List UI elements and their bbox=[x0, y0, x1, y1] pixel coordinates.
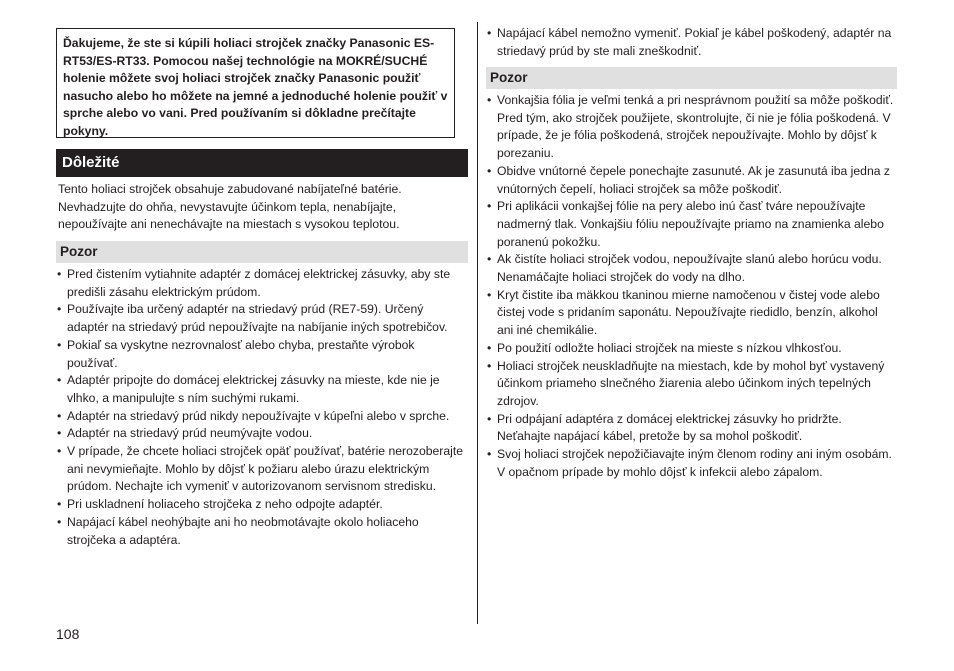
list-item: • Pokiaľ sa vyskytne nezrovnalosť alebo chyba, prestaňte výrobok používať. bbox=[56, 337, 468, 372]
important-heading: Dôležité bbox=[56, 149, 468, 177]
list-item: • Obidve vnútorné čepele ponechajte zasunuté. Ak je zasunutá iba jedna z vnútorných čepelí, holiaci strojček sa môže poškodiť. bbox=[486, 163, 897, 198]
list-item: • Pri aplikácii vonkajšej fólie na pery alebo inú časť tváre nepoužívajte nadmerný tlak. Vonkajšiu fóliu nepoužívajte priamo na znamienka alebo poranenú pokožku. bbox=[486, 198, 897, 251]
list-item: • Adaptér na striedavý prúd neumývajte vodou. bbox=[56, 425, 468, 443]
list-item: • Používajte iba určený adaptér na striedavý prúd (RE7-59). Určený adaptér na striedavý prúd nepoužívajte na nabíjanie iných spotrebičov. bbox=[56, 301, 468, 336]
list-item: • Adaptér na striedavý prúd nikdy nepoužívajte v kúpeľni alebo v sprche. bbox=[56, 408, 468, 426]
list-item: • Vonkajšia fólia je veľmi tenká a pri nesprávnom použití sa môže poškodiť. Pred tým, ako strojček použijete, skontrolujte, či nie je fólia poškodená. V prípade, že je fólia poškodená, strojček nepoužívajte. Mohlo by dôjsť k porezaniu. bbox=[486, 92, 897, 163]
important-text: Tento holiaci strojček obsahuje zabudované nabíjateľné batérie. Nevhadzujte do ohňa, nevystavujte účinkom tepla, nenabíjajte, nepoužívajte ani nenechávajte na miestach s vysokou teplotou. bbox=[58, 182, 402, 232]
list-item: • Svoj holiaci strojček nepožičiavajte iným členom rodiny ani iným osobám. V opačnom prípade by mohlo dôjsť k infekcii alebo zápalom. bbox=[486, 446, 897, 481]
page-number: 108 bbox=[56, 626, 80, 642]
caution-heading-left: Pozor bbox=[56, 241, 468, 263]
caution-heading-right: Pozor bbox=[486, 67, 897, 89]
list-item: • Pri uskladnení holiaceho strojčeka z neho odpojte adaptér. bbox=[56, 496, 468, 514]
list-item: • Pri odpájaní adaptéra z domácej elektrickej zásuvky ho pridržte. Neťahajte napájací kábel, pretože by sa mohol poškodiť. bbox=[486, 411, 897, 446]
list-item: • Po použití odložte holiaci strojček na mieste s nízkou vlhkosťou. bbox=[486, 340, 897, 358]
list-item: • Napájací kábel nemožno vymeniť. Pokiaľ je kábel poškodený, adaptér na striedavý prúd by ste mali zneškodniť. bbox=[486, 25, 897, 60]
list-item: • Napájací kábel neohýbajte ani ho neobmotávajte okolo holiaceho strojčeka a adaptéra. bbox=[56, 514, 468, 549]
list-item: • Kryt čistite iba mäkkou tkaninou mierne namočenou v čistej vode alebo čistej vode s pridaním saponátu. Nepoužívajte riedidlo, benzín, alkohol ani iné chemikálie. bbox=[486, 287, 897, 340]
list-item: • V prípade, že chcete holiaci strojček opäť používať, batérie nerozoberajte ani nevymieňajte. Mohlo by dôjsť k požiaru alebo úrazu elektrickým prúdom. Nechajte ich vymeniť v autorizovanom servisnom stredisku. bbox=[56, 443, 468, 496]
caution-list-left bbox=[56, 266, 468, 549]
caution-list-right bbox=[486, 92, 897, 481]
list-item: • Holiaci strojček neuskladňujte na miestach, kde by mohol byť vystavený účinkom priameho slnečného žiarenia alebo účinkom iných tepelných zdrojov. bbox=[486, 358, 897, 411]
intro-box: Ďakujeme, že ste si kúpili holiaci strojček značky Panasonic ES-RT53/ES-RT33. Pomocou našej technológie na MOKRÉ/SUCHÉ holenie môžete svoj holiaci strojček značky Panasonic použiť nasucho alebo ho môžete na jemné a jednoduché holenie použiť v sprche alebo vo vani. Pred používaním si dôkladne prečítajte pokyny. bbox=[56, 28, 455, 138]
list-item: • Adaptér pripojte do domácej elektrickej zásuvky na mieste, kde nie je vlhko, a manipulujte s ním suchými rukami. bbox=[56, 372, 468, 407]
continued-list bbox=[486, 25, 897, 60]
list-item: • Pred čistením vytiahnite adaptér z domácej elektrickej zásuvky, aby ste predišli zásahu elektrickým prúdom. bbox=[56, 266, 468, 301]
column-divider bbox=[477, 22, 478, 624]
list-item: • Ak čistíte holiaci strojček vodou, nepoužívajte slanú alebo horúcu vodu. Nenamáčajte holiaci strojček do vody na dlho. bbox=[486, 251, 897, 286]
